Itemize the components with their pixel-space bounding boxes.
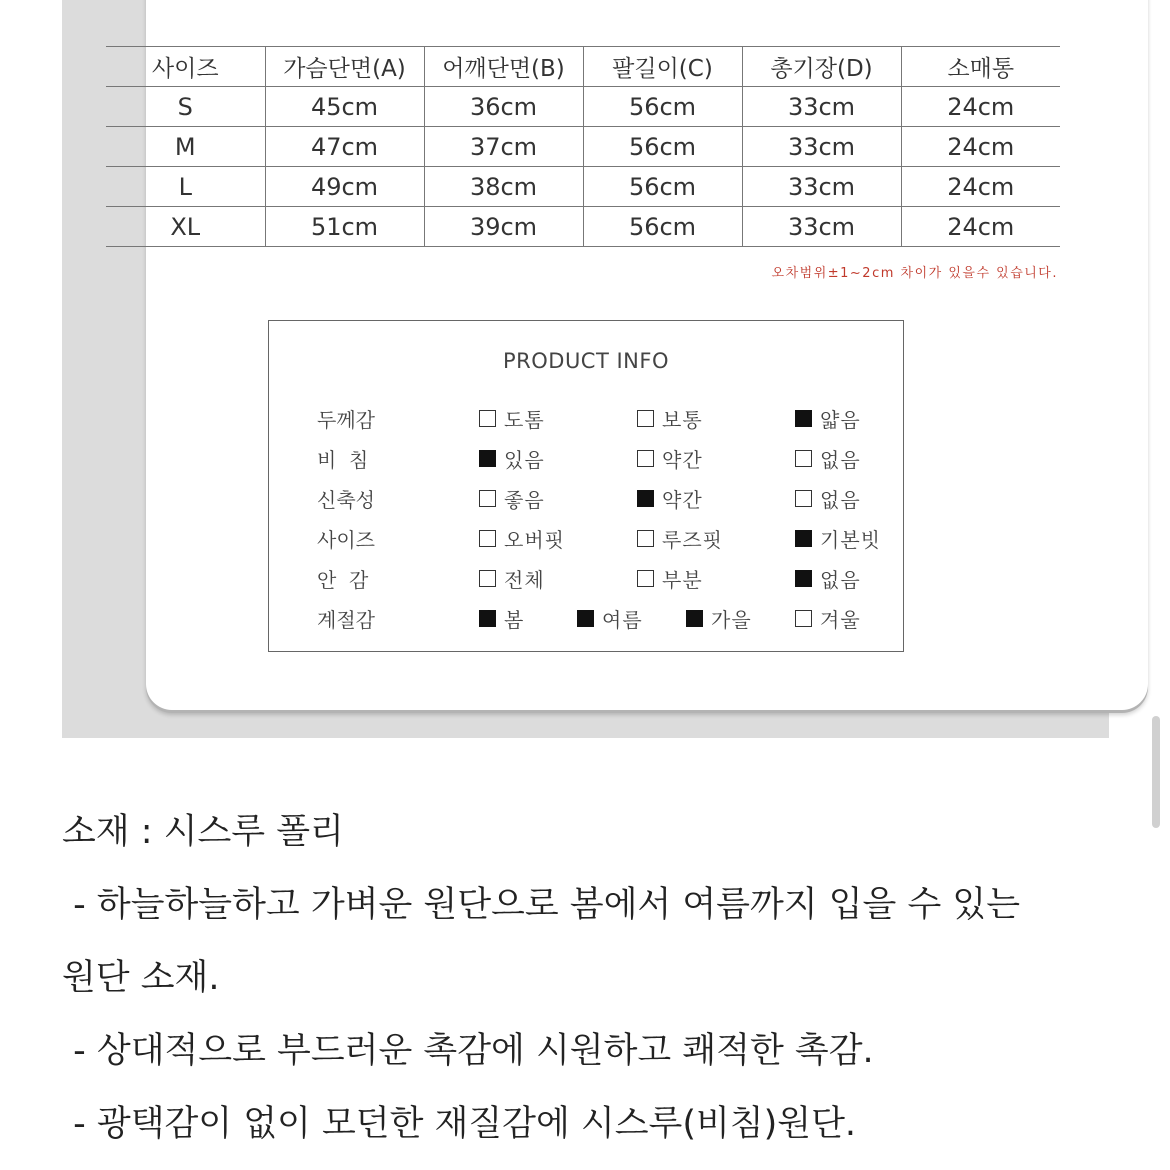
- description-line: - 광택감이 없이 모던한 재질감에 시스루(비침)원단.: [62, 1104, 857, 1144]
- option-label: 기본빗: [820, 528, 881, 552]
- table-cell: 37cm: [424, 127, 583, 167]
- table-row: [106, 167, 1060, 207]
- header-sleeve-width: 소매통: [901, 47, 1060, 87]
- info-row-label: 신축성: [317, 488, 375, 512]
- header-size: 사이즈: [106, 47, 265, 87]
- option-label: 없음: [820, 448, 861, 472]
- header-sleeve-length: 팔길이(C): [583, 47, 742, 87]
- description-line: - 하늘하늘하고 가벼운 원단으로 봄에서 여름까지 입을 수 있는: [62, 885, 1021, 925]
- checkbox-icon: [479, 530, 496, 547]
- description-line: 원단 소재.: [62, 958, 220, 998]
- checkbox-icon: [577, 610, 594, 627]
- checkbox-icon: [479, 610, 496, 627]
- option-label: 보통: [662, 408, 703, 432]
- checkbox-icon: [795, 610, 812, 627]
- info-row-label: 계절감: [317, 608, 375, 632]
- info-option: [637, 524, 723, 553]
- checkbox-icon: [479, 410, 496, 427]
- table-cell: 49cm: [265, 167, 424, 207]
- info-option: [637, 484, 703, 513]
- info-row-thickness: [269, 404, 903, 434]
- checkbox-icon: [637, 410, 654, 427]
- option-label: 있음: [504, 448, 545, 472]
- table-cell: 33cm: [742, 87, 901, 127]
- option-label: 부분: [662, 568, 703, 592]
- checkbox-icon: [795, 530, 812, 547]
- option-label: 없음: [820, 568, 861, 592]
- info-option: [479, 484, 545, 513]
- table-cell: 39cm: [424, 207, 583, 247]
- option-label: 얇음: [820, 408, 861, 432]
- info-option: [795, 604, 861, 633]
- option-label: 오버핏: [504, 528, 565, 552]
- table-cell: 56cm: [583, 127, 742, 167]
- table-cell: 33cm: [742, 207, 901, 247]
- table-cell: 47cm: [265, 127, 424, 167]
- scrollbar[interactable]: [1152, 716, 1160, 828]
- info-option: [795, 444, 861, 473]
- checkbox-icon: [686, 610, 703, 627]
- info-option: [637, 564, 703, 593]
- info-row-season: [269, 604, 903, 634]
- info-option: [479, 444, 545, 473]
- table-cell: 24cm: [901, 127, 1060, 167]
- table-cell: 33cm: [742, 167, 901, 207]
- info-option: [686, 604, 752, 633]
- material-line: 소재 : 시스루 폴리: [62, 812, 344, 852]
- table-cell: M: [106, 127, 265, 167]
- table-row: [106, 87, 1060, 127]
- table-cell: 56cm: [583, 207, 742, 247]
- table-cell: 38cm: [424, 167, 583, 207]
- checkbox-icon: [637, 450, 654, 467]
- checkbox-icon: [479, 570, 496, 587]
- checkbox-icon: [637, 490, 654, 507]
- info-option: [479, 604, 524, 633]
- info-option: [795, 404, 861, 433]
- header-total-length: 총기장(D): [742, 47, 901, 87]
- info-row-stretch: [269, 484, 903, 514]
- header-chest: 가슴단면(A): [265, 47, 424, 87]
- option-label: 가을: [711, 608, 752, 632]
- checkbox-icon: [795, 490, 812, 507]
- table-cell: 33cm: [742, 127, 901, 167]
- info-option: [795, 564, 861, 593]
- checkbox-icon: [795, 410, 812, 427]
- info-row-lining: [269, 564, 903, 594]
- header-shoulder: 어깨단면(B): [424, 47, 583, 87]
- info-row-label: 두께감: [317, 408, 375, 432]
- option-label: 겨울: [820, 608, 861, 632]
- info-option: [795, 484, 861, 513]
- checkbox-icon: [479, 450, 496, 467]
- option-label: 루즈핏: [662, 528, 723, 552]
- option-label: 좋음: [504, 488, 545, 512]
- table-cell: 36cm: [424, 87, 583, 127]
- info-option: [637, 404, 703, 433]
- info-option: [577, 604, 643, 633]
- table-cell: S: [106, 87, 265, 127]
- product-info-title: PRODUCT INFO: [502, 349, 669, 373]
- option-label: 도톰: [504, 408, 545, 432]
- option-label: 없음: [820, 488, 861, 512]
- checkbox-icon: [637, 570, 654, 587]
- info-option: [479, 404, 545, 433]
- option-label: 전체: [504, 568, 545, 592]
- info-row-label: 사이즈: [317, 528, 375, 552]
- table-cell: 24cm: [901, 167, 1060, 207]
- info-option: [479, 564, 545, 593]
- size-table-header-row: [106, 47, 1060, 87]
- info-option: [479, 524, 565, 553]
- size-tolerance-note: 오차범위±1~2cm 차이가 있을수 있습니다.: [771, 266, 1058, 281]
- table-cell: L: [106, 167, 265, 207]
- option-label: 약간: [662, 488, 703, 512]
- checkbox-icon: [795, 450, 812, 467]
- table-cell: 45cm: [265, 87, 424, 127]
- description-line: - 상대적으로 부드러운 촉감에 시원하고 쾌적한 촉감.: [62, 1031, 874, 1071]
- checkbox-icon: [637, 530, 654, 547]
- product-info-box: [268, 320, 904, 652]
- table-row: [106, 207, 1060, 247]
- option-label: 약간: [662, 448, 703, 472]
- product-description: [62, 796, 1112, 1161]
- option-label: 봄: [504, 608, 525, 632]
- info-row-fit: [269, 524, 903, 554]
- table-cell: 51cm: [265, 207, 424, 247]
- info-row-label: 비 침: [317, 448, 369, 472]
- table-row: [106, 127, 1060, 167]
- info-option: [795, 524, 881, 553]
- table-cell: 56cm: [583, 167, 742, 207]
- table-cell: 24cm: [901, 87, 1060, 127]
- table-cell: XL: [106, 207, 265, 247]
- table-cell: 56cm: [583, 87, 742, 127]
- size-table: [106, 46, 1060, 247]
- checkbox-icon: [795, 570, 812, 587]
- info-row-label: 안 감: [317, 568, 369, 592]
- info-row-sheerness: [269, 444, 903, 474]
- info-option: [637, 444, 703, 473]
- table-cell: 24cm: [901, 207, 1060, 247]
- option-label: 여름: [602, 608, 643, 632]
- checkbox-icon: [479, 490, 496, 507]
